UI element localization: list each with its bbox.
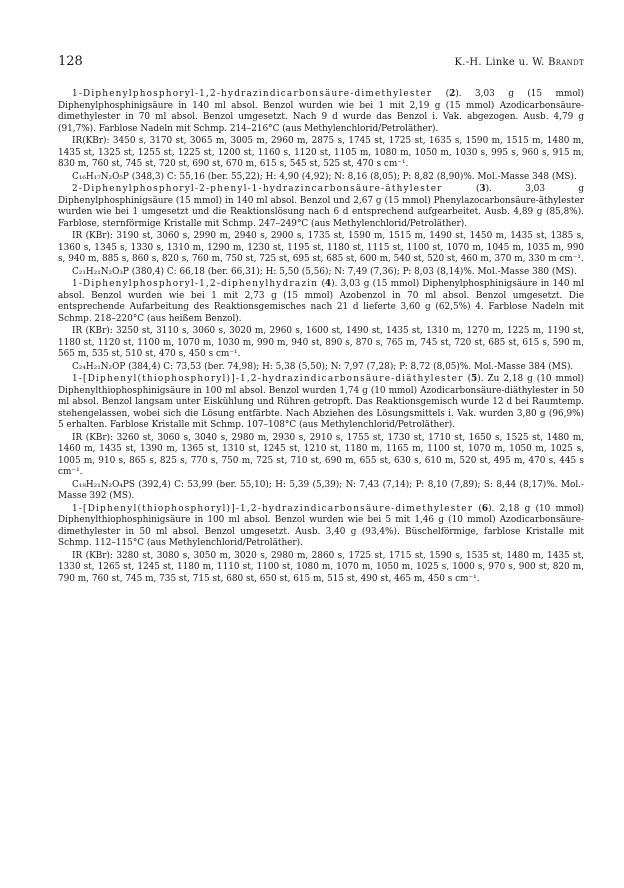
- title-separator: (: [473, 503, 482, 514]
- compound-title: 2-Diphenylphosphoryl-2-phenyl-1-hydrazincarbonsäure-äthylester: [72, 184, 443, 194]
- running-head: [454, 57, 584, 69]
- elemental-analysis: C₁₆H₁₇N₂O₅P (348,3) C: 55,16 (ber. 55,22); H: 4,90 (4,92); N: 8,16 (8,05); P: 8,82 (8,90)%. Mol.-Masse 348 (MS).: [72, 171, 577, 182]
- compound-title: 1-[Diphenyl(thiophosphoryl)]-1,2-hydrazindicarbonsäure-diäthylester: [72, 374, 464, 384]
- ir-data: IR (KBr): 3260 st, 3060 s, 3040 s, 2980 m, 2930 s, 2910 s, 1755 st, 1730 st, 1710 st, 1650 s, 1525 st, 1480 m, 1460 m, 1435 st, 1390 m, 1365 st, 1310 st, 1245 st, 1210 st, 1180 m, 1165 m, 1100 st, 1070 m, 1050 m, 1025 s, 1005 m, 910 s, 865 s, 825 s, 770 s, 750 m, 725 st, 710 st, 690 m, 655 st, 630 s, 610 m, 520 st, 495 m, 470 s, 445 s cm⁻¹.: [58, 432, 584, 477]
- compound-number: 2: [449, 89, 456, 99]
- procedure-text: ). 3,03 g Diphenylphosphinigsäure (15 mmol) in 140 ml absol. Benzol und 2,67 g (15 mmol) Phenylazocarbonsäure-äthylester wurden wie bei 1 umgesetzt und die Reaktionslösung nach 6 d entsprechend aufgearbeitet. Ausb. 4,89 g (85,8%). Farblose, sternförmige Kristalle mit Schmp. 247–249°C (aus Methylenchlorid/Petroläther).: [58, 184, 584, 229]
- elemental-analysis: C₂₁H₂₁N₂O₃P (380,4) C: 66,18 (ber. 66,31); H: 5,50 (5,56); N: 7,49 (7,36); P: 8,03 (8,14)%. Mol.-Masse 380 (MS).: [72, 266, 577, 277]
- running-head-authors: K.-H. Linke u. W.: [454, 57, 549, 68]
- procedure-paragraph: [58, 504, 584, 550]
- ir-data: IR (KBr): 3190 st, 3060 s, 2990 m, 2940 s, 2900 s, 1735 st, 1590 m, 1515 m, 1490 st, 1450 m, 1435 st, 1385 s, 1360 s, 1345 s, 1330 s, 1310 m, 1290 m, 1230 st, 1195 st, 1180 st, 1115 st, 1100 st, 1070 m, 1045 m, 1035 m, 990 s, 940 m, 885 s, 860 s, 820 s, 760 m, 750 st, 725 st, 695 st, 685 st, 600 m, 540 st, 520 st, 460 m, 370 m, 330 m cm⁻¹.: [58, 231, 584, 264]
- compound-title: 1-[Diphenyl(thiophosphoryl)]-1,2-hydrazindicarbonsäure-dimethylester: [72, 503, 474, 514]
- running-head-last-author: Brandt: [548, 57, 584, 68]
- title-separator: (: [432, 89, 450, 99]
- ir-data: IR (KBr): 3280 st, 3080 s, 3050 m, 3020 s, 2980 m, 2860 s, 1725 st, 1715 st, 1590 s, 1535 st, 1480 m, 1435 st, 1330 st, 1265 st, 1245 st, 1180 m, 1110 st, 1100 st, 1080 m, 1070 m, 1050 m, 1025 s, 1000 s, 970 s, 900 st, 820 m, 790 m, 760 st, 745 m, 735 st, 715 st, 680 st, 650 st, 615 m, 515 st, 490 st, 465 m, 450 s cm⁻¹.: [58, 550, 584, 584]
- procedure-text: ). 3,03 g (15 mmol) Diphenylphosphinigsäure in 140 ml absol. Benzol wurden wie bei 1 mit 2,73 g (15 mmol) Azobenzol in 70 ml absol. Benzol umgesetzt. Die entsprechende Aufarbeitung des Reaktionsgemisches nach 21 d lieferte 3,60 g (62,5%) 4. Farblose Nadeln mit Schmp. 218–220°C (aus heißem Benzol).: [58, 279, 584, 324]
- compound-number: 6: [481, 503, 489, 514]
- ir-data: IR(KBr): 3450 s, 3170 st, 3065 m, 3005 m, 2960 m, 2875 s, 1745 st, 1725 st, 1635 s, 1590 m, 1515 m, 1480 m, 1435 st, 1325 st, 1255 st, 1225 st, 1200 st, 1160 s, 1120 st, 1105 m, 1080 m, 1050 m, 1030 s, 995 s, 960 s, 915 m, 830 m, 760 st, 745 st, 720 st, 690 st, 670 m, 615 s, 545 st, 525 st, 470 s cm⁻¹.: [58, 136, 584, 169]
- elemental-analysis: C₁₈H₂₁N₂O₄PS (392,4) C: 53,99 (ber. 55,10); H: 5,39 (5,39); N: 7,43 (7,14); P: 8,10 (7,89); S: 8,44 (8,17)%. Mol.-Masse 392 (MS).: [58, 479, 584, 501]
- article-body: [58, 89, 584, 586]
- title-separator: (: [442, 184, 480, 194]
- title-separator: (: [463, 374, 472, 384]
- compound-title: 1-Diphenylphosphoryl-1,2-diphenylhydrazin: [72, 279, 319, 289]
- compound-number: 4: [324, 279, 332, 289]
- compound-title: 1-Diphenylphosphoryl-1,2-hydrazindicarbonsäure-dimethylester: [72, 89, 433, 99]
- page-number: 128: [58, 54, 83, 69]
- procedure-paragraph: [58, 184, 584, 230]
- procedure-text: ). 2,18 g (10 mmol) Diphenylthiophosphinigsäure in 100 ml absol. Benzol wurden wie bei 5 mit 1,46 g (10 mmol) Azodicarbonsäure-dimethylester in 50 ml absol. Benzol umgesetzt. Ausb. 3,40 g (93,4%). Büschelförmige, farblose Kristalle mit Schmp. 112–115°C (aus Methylenchlorid/Petroläther).: [58, 503, 584, 548]
- procedure-paragraph: [58, 374, 584, 432]
- procedure-text: ). Zu 2,18 g (10 mmol) Diphenylthiophosphinigsäure in 100 ml absol. Benzol wurden 1,74 g (10 mmol) Azodicarbonsäure-diäthylester in 50 ml absol. Benzol langsam unter Eiskühlung und Rühren getropft. Das Reaktionsgemisch wurde 12 d bei Raumtemp. stehengelassen, wobei sich die Lösung entfärbte. Nach Abziehen des Lösungsmittels i. Vak. wurden 3,80 g (96,9%) 5 erhalten. Farblose Kristalle mit Schmp. 107–108°C (aus Methylenchlorid/Petroläther).: [58, 374, 584, 430]
- page-header: [58, 56, 584, 69]
- title-separator: (: [318, 279, 325, 289]
- compound-number: 3: [479, 184, 486, 194]
- procedure-text: ). 3,03 g (15 mmol) Diphenylphosphinigsäure in 140 ml absol. Benzol wurden wie bei 1 mit 2,19 g (15 mmol) Azodicarbonsäure-dimethylester in 70 ml absol. Benzol umgesetzt. Nach 9 d wurde das Benzol i. Vak. abgezogen. Ausb. 4,79 g (91,7%). Farblose Nadeln mit Schmp. 214–216°C (aus Methylenchlorid/Petroläther).: [58, 89, 584, 134]
- compound-number: 5: [471, 374, 478, 384]
- ir-data: IR (KBr): 3250 st, 3110 s, 3060 s, 3020 m, 2960 s, 1600 st, 1490 st, 1435 st, 1310 m, 1270 m, 1225 m, 1190 st, 1180 st, 1120 st, 1100 m, 1070 m, 1030 m, 990 m, 940 st, 890 s, 870 s, 765 m, 745 st, 720 st, 685 st, 615 s, 590 m, 565 m, 535 st, 510 st, 470 s, 450 s cm⁻¹.: [58, 326, 584, 359]
- procedure-paragraph: [58, 279, 584, 325]
- elemental-analysis: C₂₄H₂₁N₂OP (384,4) C: 73,53 (ber. 74,98); H: 5,38 (5,50); N: 7,97 (7,28); P: 8,72 (8,05)%. Mol.-Masse 384 (MS).: [72, 361, 574, 372]
- procedure-paragraph: [58, 89, 584, 135]
